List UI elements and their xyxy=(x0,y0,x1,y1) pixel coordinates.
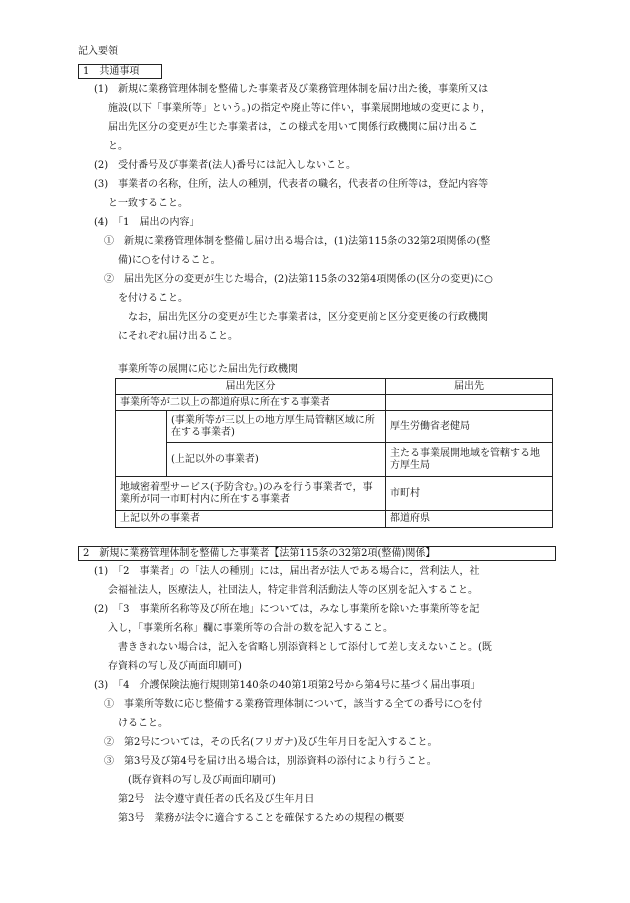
s2-item1-line1: (1) 「2 事業者」の「法人の種別」には，届出者が法人である場合に，営利法人，社 xyxy=(94,566,480,577)
table-row xyxy=(116,477,553,511)
row4-category: 地域密着型サービス(予防含む。)のみを行う事業者で，事業所が同一市町村内に所在する事業者 xyxy=(116,477,386,511)
row5-destination: 都道府県 xyxy=(386,511,553,528)
s2-item3-c1-line2: けること。 xyxy=(118,718,168,729)
section-1-heading: 1 共通事項 xyxy=(78,64,162,79)
table-caption: 事業所等の展開に応じた届出先行政機関 xyxy=(118,364,298,375)
s1-item4-c2-line1: ② 届出先区分の変更が生じた場合，(2)法第115条の32第4項関係の(区分の変更)に○ xyxy=(104,274,493,285)
s1-item1-line3: 届出先区分の変更が生じた事業者は，この様式を用いて関係行政機関に届け出るこ xyxy=(108,122,478,133)
document-title: 記入要領 xyxy=(78,46,118,57)
table-row xyxy=(116,511,553,528)
s1-item1-line1: (1) 新規に業務管理体制を整備した事業者及び業務管理体制を届け出た後，事業所又は xyxy=(94,84,489,95)
s2-item2-line2: 入し，「事業所名称」欄に事業所等の合計の数を記入すること。 xyxy=(108,623,393,634)
s2-item2-line4: 存資料の写し及び両面印刷可) xyxy=(108,661,242,672)
s2-item1-line2: 会福祉法人，医療法人，社団法人，特定非営利活動法人等の区別を記入すること。 xyxy=(108,585,478,596)
header-destination: 届出先 xyxy=(386,379,553,395)
s2-item3-no2: 第2号 法令遵守責任者の氏名及び生年月日 xyxy=(118,794,315,805)
row1-destination xyxy=(386,395,553,411)
table-row xyxy=(116,411,553,443)
row2-category: (事業所等が三以上の地方厚生局管轄区域に所在する事業者) xyxy=(167,411,386,443)
table-row xyxy=(116,443,553,477)
row5-category: 上記以外の事業者 xyxy=(116,511,386,528)
table-header-row xyxy=(116,379,553,395)
s1-item1-line2: 施設(以下「事業所等」という。)の指定や廃止等に伴い，事業展開地域の変更により， xyxy=(108,103,491,114)
s2-item3-c3-line2: (既存資料の写し及び両面印刷可) xyxy=(128,775,276,786)
header-category: 届出先区分 xyxy=(116,379,386,395)
destination-table xyxy=(115,378,553,528)
row2-destination: 厚生労働省老健局 xyxy=(386,411,553,443)
s2-item3-no3: 第3号 業務が法令に適合することを確保するための規程の概要 xyxy=(118,813,405,824)
s1-item3-line2: と一致すること。 xyxy=(108,198,188,209)
row1-category: 事業所等が二以上の都道府県に所在する事業者 xyxy=(116,395,386,411)
s1-item4-c1-line2: 備)に○を付けること。 xyxy=(118,255,221,266)
s1-item4-note-line1: なお，届出先区分の変更が生じた事業者は，区分変更前と区分変更後の行政機関 xyxy=(128,312,488,323)
s1-item1-line4: と。 xyxy=(108,141,128,152)
s1-item4-c1-line1: ① 新規に業務管理体制を整備し届け出る場合は，(1)法第115条の32第2項関係の(整 xyxy=(104,236,491,247)
row4-destination: 市町村 xyxy=(386,477,553,511)
s2-item3-c2: ② 第2号については，その氏名(フリガナ)及び生年月日を記入すること。 xyxy=(104,737,438,748)
s1-item4-note-line2: にそれぞれ届け出ること。 xyxy=(118,331,238,342)
s2-item3-c1-line1: ① 事業所等数に応じ整備する業務管理体制について，該当する全ての番号に○を付 xyxy=(104,699,483,710)
s2-item2-line1: (2) 「3 事業所名称等及び所在地」については，みなし事業所を除いた事業所等を記 xyxy=(94,604,480,615)
s2-item2-line3: 書ききれない場合は，記入を省略し別添資料として添付して差し支えないこと。(既 xyxy=(118,642,492,653)
s1-item4-head: (4) 「1 届出の内容」 xyxy=(94,217,200,228)
s2-item3-c3-line1: ③ 第3号及び第4号を届け出る場合は，別添資料の添付により行うこと。 xyxy=(104,756,437,767)
row3-category: (上記以外の事業者) xyxy=(167,443,386,477)
row3-destination: 主たる事業展開地域を管轄する地方厚生局 xyxy=(386,443,553,477)
s1-item4-c2-line2: を付けること。 xyxy=(118,293,188,304)
section-2-heading: 2 新規に業務管理体制を整備した事業者【法第115条の32第2項(整備)関係】 xyxy=(78,546,556,561)
s1-item3-line1: (3) 事業者の名称，住所，法人の種別，代表者の職名，代表者の住所等は，登記内容等 xyxy=(94,179,489,190)
table-row xyxy=(116,395,553,411)
s1-item2: (2) 受付番号及び事業者(法人)番号には記入しないこと。 xyxy=(94,160,356,171)
s2-item3-head: (3) 「4 介護保険法施行規則第140条の40第1項第2号から第4号に基づく届出事項」 xyxy=(94,680,481,691)
row2-indent-cell xyxy=(116,411,167,477)
